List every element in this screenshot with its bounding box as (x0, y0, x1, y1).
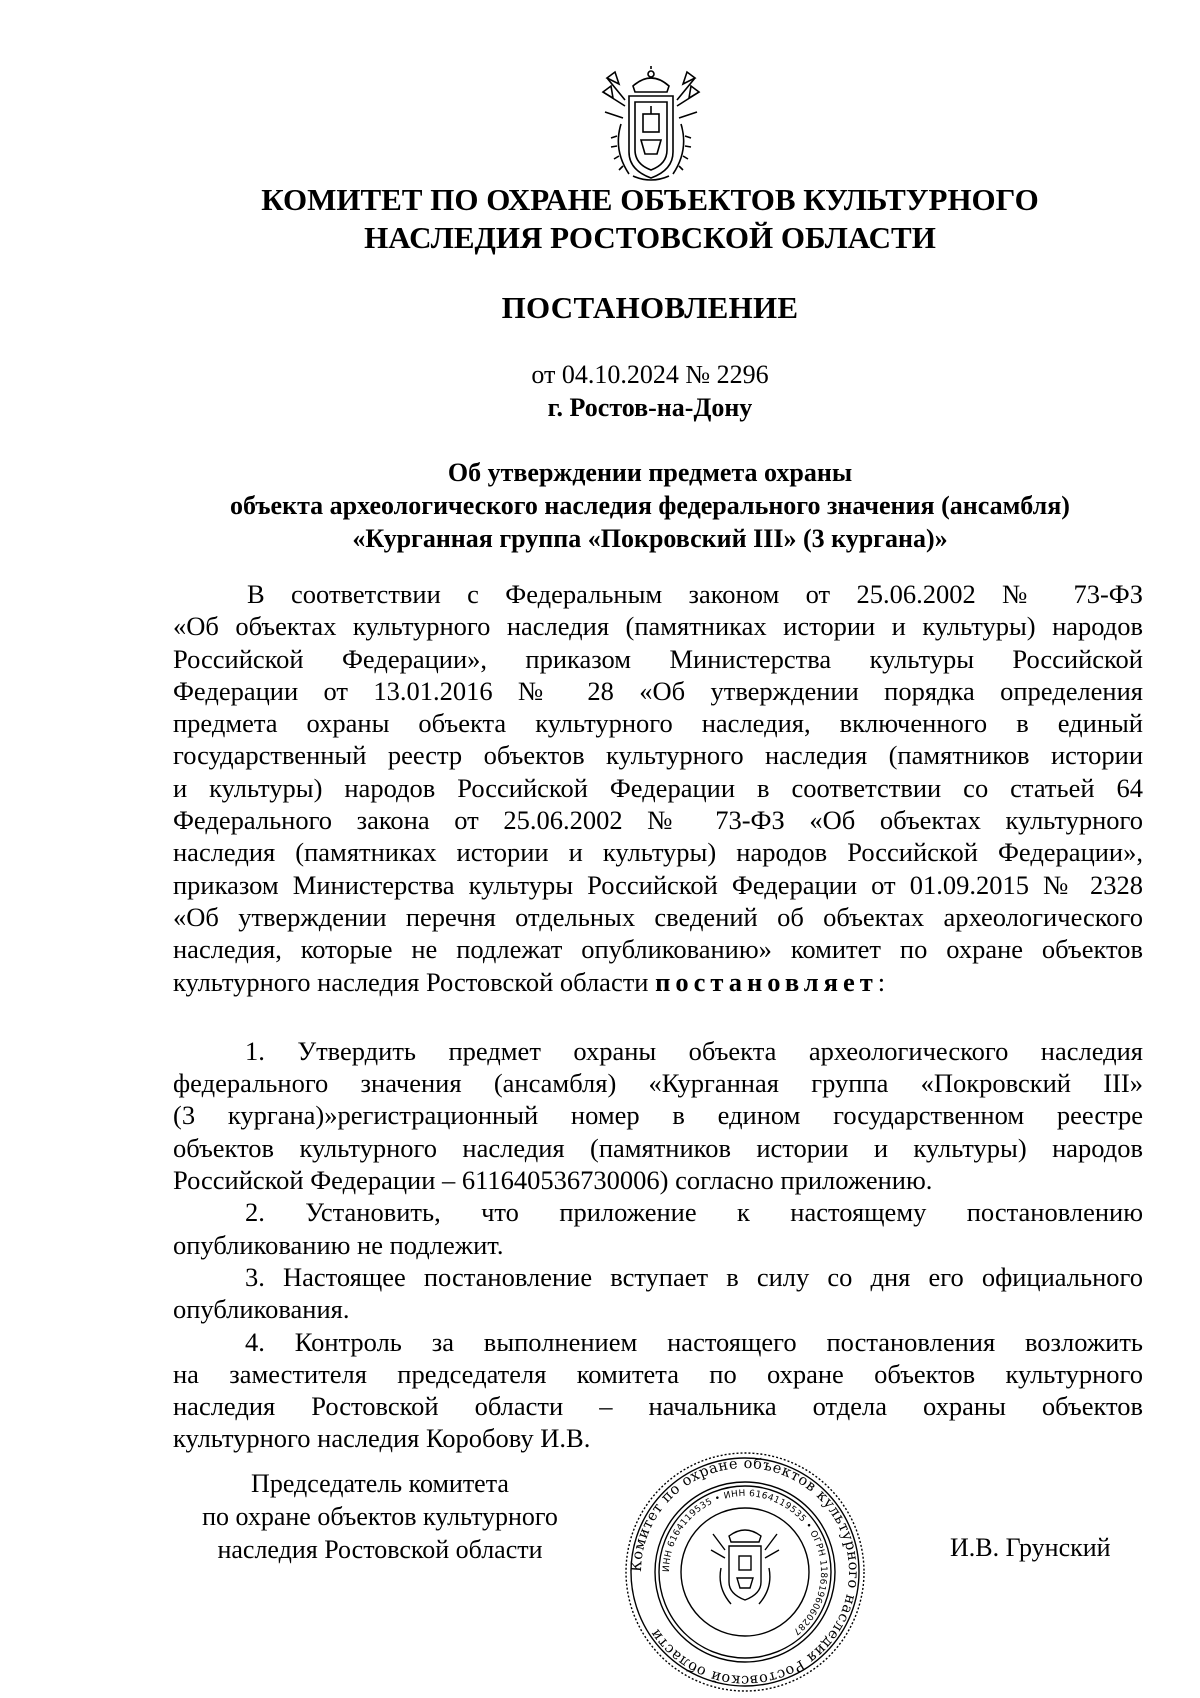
official-seal-icon (622, 1450, 868, 1694)
item-1-line: Российской Федерации – 611640536730006) согласно приложению. (173, 1165, 933, 1196)
item-3-line: опубликования. (173, 1294, 350, 1325)
item-2-line: 2. Установить, что приложение к настоящему постановлению (245, 1197, 1143, 1228)
signatory-position-line1: Председатель комитета (251, 1469, 509, 1498)
signatory-position (180, 1467, 580, 1566)
preamble-line: наследия (памятниках истории и культуры) народов Российской Федерации», (173, 837, 1143, 868)
preamble-last-line (173, 966, 1143, 998)
item-1-line: федерального значения (ансамбля) «Курганная группа «Покровский III» (173, 1068, 1143, 1099)
item-1-line: 1. Утвердить предмет охраны объекта археологического наследия (245, 1035, 1143, 1066)
item-4-line: культурного наследия Коробову И.В. (173, 1423, 591, 1454)
seal-inner-text: ИНН 6164119535 • ИНН 6164119535 • ОГРН 1186196060287 (661, 1488, 829, 1637)
preamble-line: и культуры) народов Российской Федерации в соответствии со статьей 64 (173, 772, 1143, 803)
organization-name-line1: КОМИТЕТ ПО ОХРАНЕ ОБЪЕКТОВ КУЛЬТУРНОГО (261, 182, 1039, 217)
decree-colon: : (877, 966, 886, 997)
subject-line2: объекта археологического наследия федерального значения (ансамбля) (230, 491, 1070, 520)
svg-text:ИНН 6164119535 • ИНН 616411953 (662, 1489, 828, 1637)
preamble-line: Российской Федерации», приказом Министерства культуры Российской (173, 643, 1143, 674)
coat-of-arms-icon (599, 66, 703, 184)
item-1-line: (3 кургана)»регистрационный номер в едином государственном реестре (173, 1100, 1143, 1131)
item-2-line: опубликованию не подлежит. (173, 1229, 504, 1260)
paragraph-gap (173, 998, 1143, 1035)
preamble-line: «Об утверждении перечня отдельных сведений об объектах археологического (173, 901, 1143, 932)
item-4-line: наследия Ростовской области – начальника отдела охраны объектов (173, 1391, 1143, 1422)
signatory-position-line3: наследия Ростовской области (217, 1535, 543, 1564)
preamble-line: В соответствии с Федеральным законом от 25.06.2002 № 73-ФЗ (247, 579, 1143, 609)
seal-outer-text: Комитет по охране объектов культурного наследия Ростовской области (628, 1455, 862, 1689)
preamble-line: «Об объектах культурного наследия (памятниках истории и культуры) народов (173, 611, 1143, 642)
subject-line3: «Курганная группа «Покровский III» (3 кургана)» (352, 524, 948, 553)
item-4-line: 4. Контроль за выполнением настоящего постановления возложить (245, 1326, 1143, 1357)
signatory-name: И.В. Грунский (950, 1533, 1111, 1562)
item-1-line: объектов культурного наследия (памятников истории и культуры) народов (173, 1132, 1143, 1163)
subject-line1: Об утверждении предмета охраны (447, 458, 853, 487)
document-type: ПОСТАНОВЛЕНИЕ (501, 290, 799, 325)
document-body (173, 578, 1143, 1455)
preamble-line: государственный реестр объектов культурного наследия (памятников истории (173, 740, 1143, 771)
preamble-line: Федерального закона от 25.06.2002 № 73-ФЗ «Об объектах культурного (173, 805, 1143, 836)
preamble-line: приказом Министерства культуры Российской Федерации от 01.09.2015 № 2328 (173, 869, 1143, 900)
item-4-line: на заместителя председателя комитета по охране объектов культурного (173, 1358, 1143, 1389)
preamble-line: предмета охраны объекта культурного наследия, включенного в единый (173, 708, 1143, 739)
signatory-position-line2: по охране объектов культурного (202, 1502, 558, 1531)
organization-name-line2: НАСЛЕДИЯ РОСТОВСКОЙ ОБЛАСТИ (364, 220, 936, 255)
document-date-number: от 04.10.2024 № 2296 (531, 360, 769, 389)
preamble-line: Федерации от 13.01.2016 № 28 «Об утверждении порядка определения (173, 675, 1143, 706)
preamble-line: наследия, которые не подлежат опубликованию» комитет по охране объектов (173, 934, 1143, 965)
preamble-last-line-lead: культурного наследия Ростовской области (173, 966, 649, 997)
decree-word: постановляет (655, 966, 878, 997)
item-3-line: 3. Настоящее постановление вступает в силу со дня его официального (245, 1261, 1143, 1292)
document-city: г. Ростов-на-Дону (547, 393, 753, 422)
